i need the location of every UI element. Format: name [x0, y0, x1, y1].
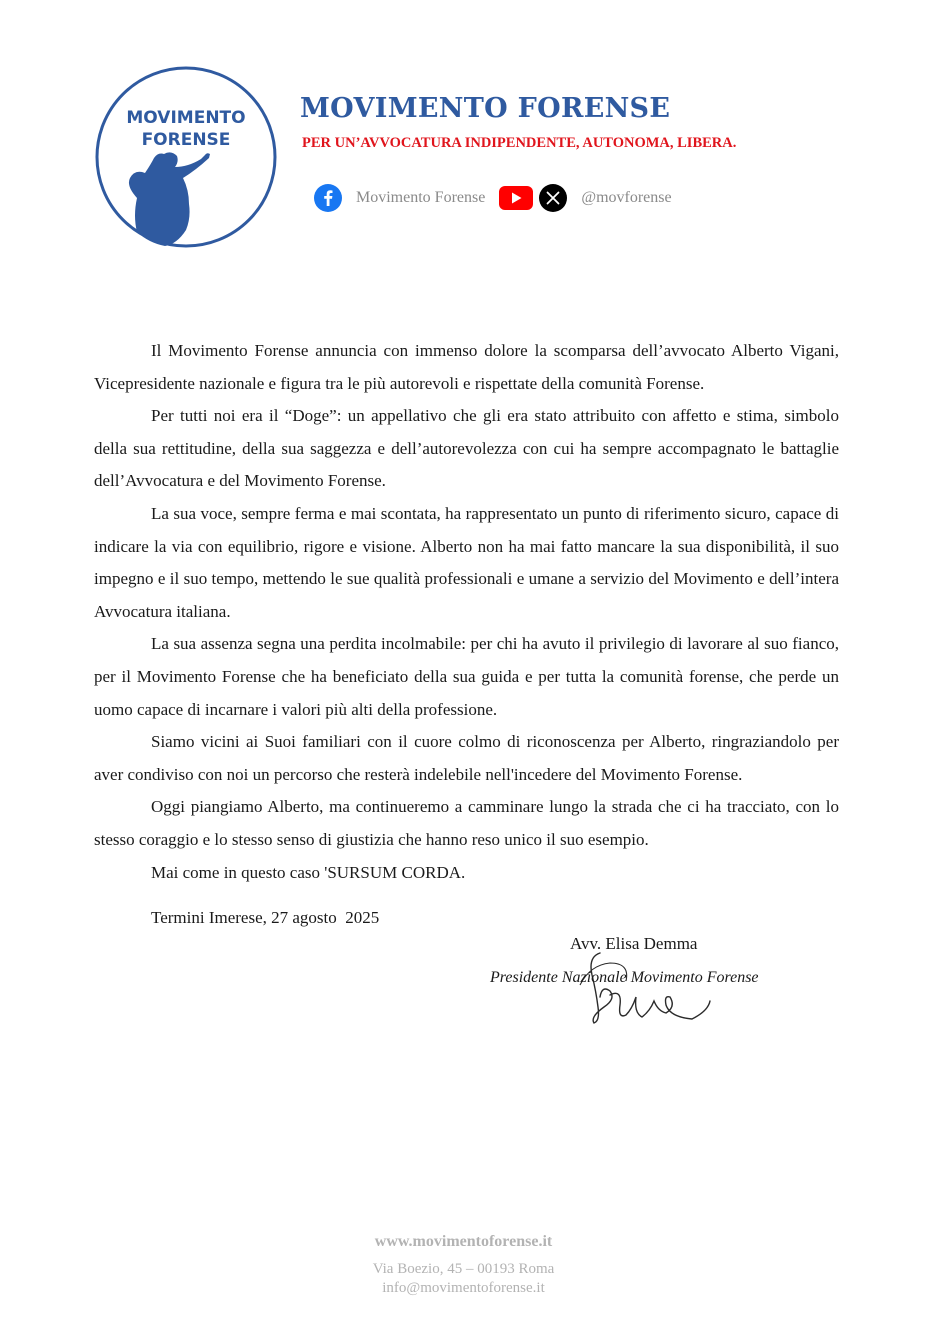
letter-body — [94, 335, 839, 889]
youtube-icon[interactable] — [499, 186, 533, 210]
signatory-name: Avv. Elisa Demma — [570, 934, 698, 953]
signatory-role: Presidente Nazionale Movimento Forense — [490, 969, 759, 986]
facebook-icon[interactable] — [314, 184, 342, 212]
facebook-label[interactable]: Movimento Forense — [356, 189, 486, 206]
body-paragraph: La sua voce, sempre ferma e mai scontata, ha rappresentato un punto di riferimento sicuro, capace di indicare la via con equilibrio, rigore e visione. Alberto non ha mai fatto mancare la sua disponibilità, il suo impegno e il suo tempo, mettendo le sue qualità professionali e umane a servizio del Movimento e dell’intera Avvocatura italiana. — [94, 503, 839, 621]
footer-address: Via Boezio, 45 – 00193 Roma — [372, 1261, 555, 1277]
x-twitter-icon[interactable] — [539, 184, 567, 212]
body-paragraph: Oggi piangiamo Alberto, ma continueremo a camminare lungo la strada che ci ha tracciato, con lo stesso coraggio e lo stesso senso di giustizia che hanno reso unico il suo esempio. — [94, 797, 839, 849]
body-paragraph: La sua assenza segna una perdita incolmabile: per chi ha avuto il privilegio di lavorare al suo fianco, per il Movimento Forense che ha beneficiato della sua guida e per tutta la comunità forense, che perde un uomo capace di incarnare i valori più alti della professione. — [94, 634, 839, 719]
footer-email[interactable]: info@movimentoforense.it — [382, 1280, 545, 1296]
social-links — [314, 182, 672, 214]
organization-tagline: PER UN’AVVOCATURA INDIPENDENTE, AUTONOMA, LIBERA. — [302, 135, 737, 151]
body-paragraph: Per tutti noi era il “Doge”: un appellativo che gli era stato attribuito con affetto e stima, simbolo della sua rettitudine, della sua saggezza e dell’autorevolezza con cui ha sempre accompagnato le battaglie dell’Avvocatura e del Movimento Forense. — [94, 406, 839, 491]
closing-line: Mai come in questo caso 'SURSUM CORDA. — [151, 862, 466, 882]
logo-text-line2: FORENSE — [141, 130, 231, 150]
body-paragraph: Il Movimento Forense annuncia con immenso dolore la scomparsa dell’avvocato Alberto Vigani, Vicepresidente nazionale e figura tra le più autorevoli e rispettate della comunità Forense. — [94, 341, 839, 393]
logo-text-line1: MOVIMENTO — [126, 108, 246, 128]
handwritten-signature — [570, 945, 720, 1030]
organization-title: MOVIMENTO FORENSE — [300, 93, 671, 124]
movimento-forense-logo — [93, 66, 279, 248]
place-and-date: Termini Imerese, 27 agosto 2025 — [151, 908, 380, 927]
social-handle[interactable]: @movforense — [581, 189, 672, 206]
footer-website[interactable]: www.movimentoforense.it — [374, 1233, 553, 1250]
body-paragraph: Siamo vicini ai Suoi familiari con il cuore colmo di riconoscenza per Alberto, ringraziandolo per aver condiviso con noi un percorso che resterà indelebile nell'incedere del Movimento Forense. — [94, 732, 839, 784]
